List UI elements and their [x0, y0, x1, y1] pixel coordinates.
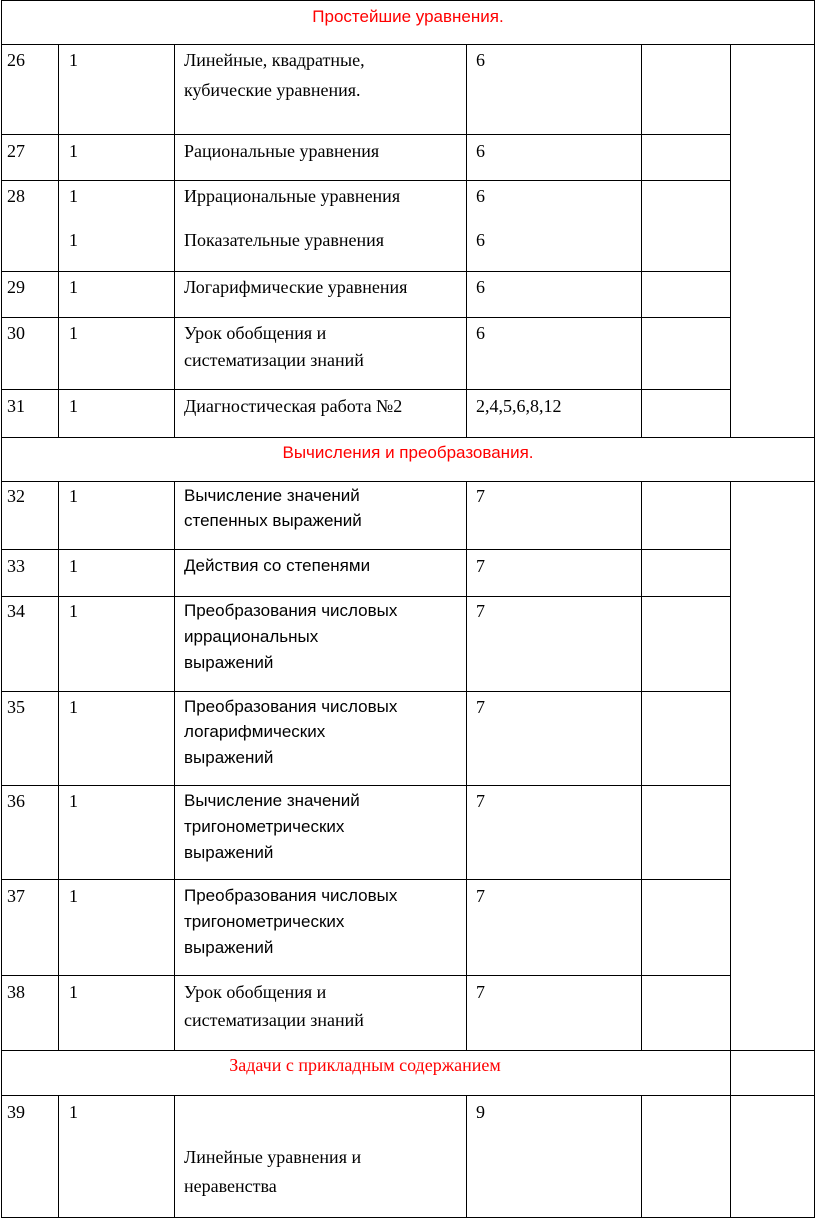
lesson-hours: 1 [69, 486, 78, 506]
lesson-topic-line: Урок обобщения и [184, 323, 327, 343]
lesson-hours: 1 [69, 230, 78, 250]
lesson-hours: 1 [69, 982, 78, 1002]
lesson-number: 37 [7, 886, 25, 906]
lesson-topic-line: Линейные уравнения и [184, 1147, 362, 1167]
lesson-number: 28 [7, 186, 25, 206]
lesson-code: 7 [476, 697, 485, 717]
lesson-number: 36 [7, 791, 25, 811]
lesson-hours: 1 [69, 323, 78, 343]
lesson-topic-line: кубические уравнения. [184, 80, 361, 100]
lesson-code: 7 [476, 791, 485, 811]
lesson-topic-line: Линейные, квадратные, [184, 50, 365, 70]
lesson-topic-line: Преобразования числовых [184, 697, 398, 716]
lesson-number: 29 [7, 277, 25, 297]
lesson-code: 6 [476, 50, 485, 70]
lesson-hours: 1 [69, 277, 78, 297]
lesson-hours: 1 [69, 886, 78, 906]
lesson-topic-line: выражений [184, 653, 274, 672]
lesson-topic-line: выражений [184, 843, 274, 862]
lesson-code: 7 [476, 982, 485, 1002]
lesson-topic-line: неравенства [184, 1176, 277, 1196]
lesson-topic-line: Преобразования числовых [184, 886, 398, 905]
section-title-computations: Вычисления и преобразования. [282, 443, 534, 462]
lesson-topic-line: Действия со степенями [184, 556, 371, 575]
lesson-code: 7 [476, 601, 485, 621]
lesson-topic-line: логарифмических [184, 722, 326, 741]
lesson-hours: 1 [69, 791, 78, 811]
lesson-hours: 1 [69, 141, 78, 161]
lesson-number: 33 [7, 556, 25, 576]
section-title-applied-problems: Задачи с прикладным содержанием [229, 1055, 501, 1075]
lesson-code: 6 [476, 141, 485, 161]
lesson-code: 7 [476, 486, 485, 506]
lesson-topic-line: тригонометрических [184, 912, 345, 931]
lesson-topic-line: Логарифмические уравнения [184, 277, 408, 297]
lesson-hours: 1 [69, 1102, 78, 1122]
lesson-number: 31 [7, 396, 25, 416]
lesson-topic-line: Вычисление значений [184, 486, 360, 505]
lesson-code: 2,4,5,6,8,12 [476, 396, 562, 416]
lesson-number: 26 [7, 50, 25, 70]
lesson-topic-line: Рациональные уравнения [184, 141, 380, 161]
lesson-topic-line: Преобразования числовых [184, 601, 398, 620]
lesson-topic-line: Диагностическая работа №2 [184, 396, 403, 416]
lesson-plan-table [1, 0, 815, 1219]
lesson-hours: 1 [69, 396, 78, 416]
lesson-topic-line: выражений [184, 748, 274, 767]
lesson-number: 39 [7, 1102, 25, 1122]
lesson-number: 35 [7, 697, 25, 717]
section-title-equations: Простейшие уравнения. [312, 7, 504, 26]
lesson-topic-line: иррациональных [184, 627, 319, 646]
lesson-number: 27 [7, 141, 25, 161]
lesson-topic-line: Иррациональные уравнения [184, 186, 401, 206]
lesson-code: 7 [476, 556, 485, 576]
lesson-topic-line: тригонометрических [184, 817, 345, 836]
lesson-code: 6 [476, 230, 485, 250]
lesson-topic-line: систематизации знаний [184, 1010, 364, 1030]
lesson-code: 9 [476, 1102, 485, 1122]
lesson-code: 6 [476, 277, 485, 297]
lesson-topic-line: систематизации знаний [184, 350, 364, 370]
lesson-code: 6 [476, 323, 485, 343]
lesson-hours: 1 [69, 601, 78, 621]
lesson-code: 7 [476, 886, 485, 906]
lesson-number: 30 [7, 323, 25, 343]
lesson-topic-line: степенных выражений [184, 511, 362, 530]
lesson-number: 34 [7, 601, 25, 621]
lesson-hours: 1 [69, 50, 78, 70]
lesson-topic-line: Урок обобщения и [184, 982, 327, 1002]
lesson-topic-line: Показательные уравнения [184, 230, 385, 250]
lesson-topic-line: Вычисление значений [184, 791, 360, 810]
lesson-number: 38 [7, 982, 25, 1002]
lesson-code: 6 [476, 186, 485, 206]
lesson-number: 32 [7, 486, 25, 506]
lesson-hours: 1 [69, 186, 78, 206]
lesson-topic-line: выражений [184, 938, 274, 957]
lesson-hours: 1 [69, 697, 78, 717]
lesson-hours: 1 [69, 556, 78, 576]
